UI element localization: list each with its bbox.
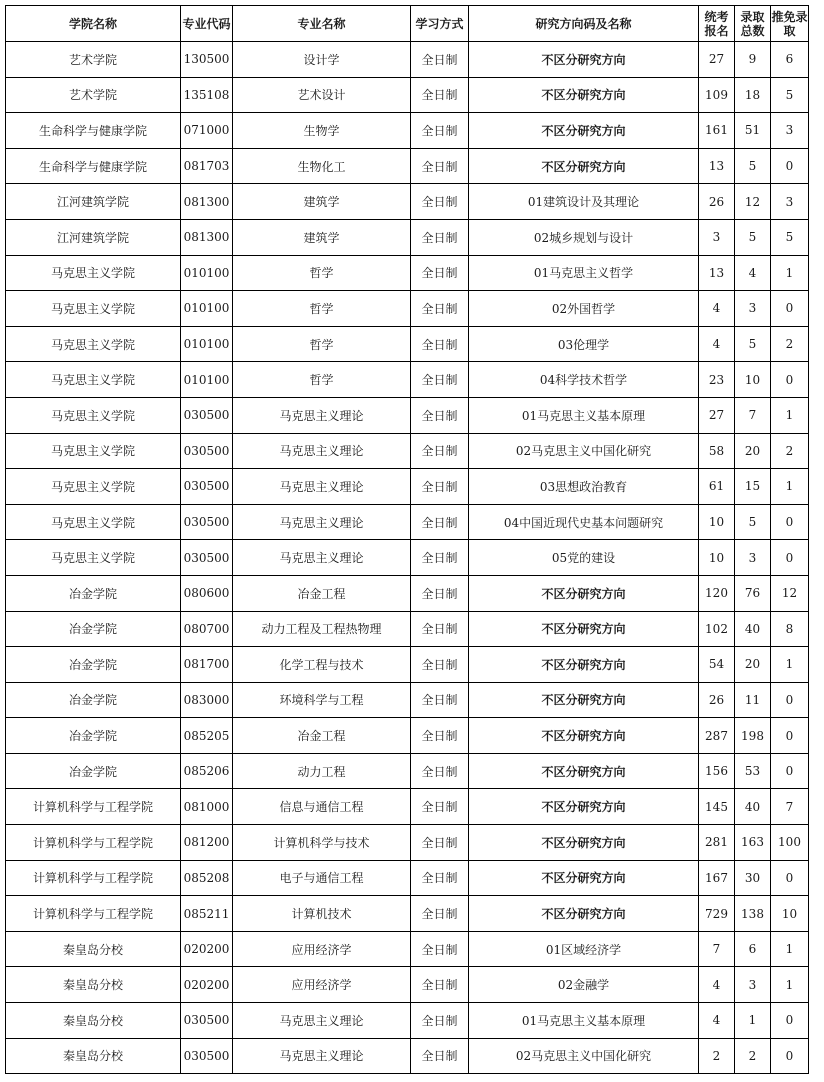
exempt-admitted-cell: 0 — [771, 682, 809, 718]
admitted-total-cell: 4 — [735, 255, 771, 291]
major-code-cell: 085211 — [181, 896, 233, 932]
applicants-cell: 3 — [699, 219, 735, 255]
table-row — [6, 860, 809, 896]
applicants-cell: 102 — [699, 611, 735, 647]
applicants-cell: 61 — [699, 469, 735, 505]
research-direction-cell: 01建筑设计及其理论 — [469, 184, 699, 220]
table-row — [6, 291, 809, 327]
admitted-total-cell: 5 — [735, 148, 771, 184]
college-cell: 计算机科学与工程学院 — [6, 896, 181, 932]
admitted-total-cell: 5 — [735, 326, 771, 362]
major-code-cell: 030500 — [181, 1003, 233, 1039]
major-code-cell: 081300 — [181, 219, 233, 255]
research-direction-cell: 不区分研究方向 — [469, 753, 699, 789]
admitted-total-cell: 53 — [735, 753, 771, 789]
exempt-admitted-cell: 3 — [771, 184, 809, 220]
college-cell: 冶金学院 — [6, 611, 181, 647]
major-code-cell: 081703 — [181, 148, 233, 184]
major-code-cell: 085206 — [181, 753, 233, 789]
exempt-admitted-cell: 10 — [771, 896, 809, 932]
major-name-cell: 哲学 — [233, 291, 411, 327]
major-name-cell: 生物学 — [233, 113, 411, 149]
study-mode-cell: 全日制 — [411, 291, 469, 327]
college-cell: 艺术学院 — [6, 42, 181, 78]
research-direction-cell: 不区分研究方向 — [469, 860, 699, 896]
admitted-total-cell: 11 — [735, 682, 771, 718]
research-direction-cell: 02马克思主义中国化研究 — [469, 1038, 699, 1074]
major-code-cell: 030500 — [181, 504, 233, 540]
admitted-total-cell: 6 — [735, 931, 771, 967]
exempt-admitted-cell: 1 — [771, 931, 809, 967]
research-direction-cell: 01马克思主义基本原理 — [469, 397, 699, 433]
major-name-cell: 马克思主义理论 — [233, 504, 411, 540]
study-mode-cell: 全日制 — [411, 113, 469, 149]
college-cell: 马克思主义学院 — [6, 397, 181, 433]
admitted-total-cell: 12 — [735, 184, 771, 220]
college-cell: 马克思主义学院 — [6, 255, 181, 291]
major-name-cell: 动力工程 — [233, 753, 411, 789]
table-row — [6, 718, 809, 754]
exempt-admitted-cell: 1 — [771, 647, 809, 683]
admitted-total-cell: 1 — [735, 1003, 771, 1039]
college-cell: 马克思主义学院 — [6, 504, 181, 540]
applicants-cell: 156 — [699, 753, 735, 789]
exempt-admitted-cell: 0 — [771, 718, 809, 754]
major-name-cell: 哲学 — [233, 362, 411, 398]
major-code-cell: 030500 — [181, 1038, 233, 1074]
applicants-cell: 27 — [699, 42, 735, 78]
exempt-admitted-cell: 2 — [771, 433, 809, 469]
col-header-applicants: 统考报名 — [699, 6, 735, 42]
table-body — [6, 42, 809, 1074]
admitted-total-cell: 10 — [735, 362, 771, 398]
admitted-total-cell: 20 — [735, 433, 771, 469]
admitted-total-cell: 40 — [735, 611, 771, 647]
college-cell: 马克思主义学院 — [6, 469, 181, 505]
study-mode-cell: 全日制 — [411, 362, 469, 398]
major-code-cell: 010100 — [181, 291, 233, 327]
col-header-major-name: 专业名称 — [233, 6, 411, 42]
research-direction-cell: 02城乡规划与设计 — [469, 219, 699, 255]
research-direction-cell: 02金融学 — [469, 967, 699, 1003]
exempt-admitted-cell: 6 — [771, 42, 809, 78]
applicants-cell: 58 — [699, 433, 735, 469]
exempt-admitted-cell: 2 — [771, 326, 809, 362]
major-code-cell: 030500 — [181, 433, 233, 469]
table-row — [6, 611, 809, 647]
table-row — [6, 184, 809, 220]
admissions-table — [5, 5, 809, 1074]
major-code-cell: 085205 — [181, 718, 233, 754]
research-direction-cell: 03思想政治教育 — [469, 469, 699, 505]
table-row — [6, 148, 809, 184]
table-row — [6, 1003, 809, 1039]
college-cell: 秦皇岛分校 — [6, 1038, 181, 1074]
major-code-cell: 071000 — [181, 113, 233, 149]
table-row — [6, 77, 809, 113]
table-row — [6, 1038, 809, 1074]
research-direction-cell: 不区分研究方向 — [469, 611, 699, 647]
applicants-cell: 26 — [699, 184, 735, 220]
admitted-total-cell: 5 — [735, 219, 771, 255]
research-direction-cell: 04科学技术哲学 — [469, 362, 699, 398]
research-direction-cell: 03伦理学 — [469, 326, 699, 362]
research-direction-cell: 不区分研究方向 — [469, 113, 699, 149]
college-cell: 冶金学院 — [6, 718, 181, 754]
admitted-total-cell: 30 — [735, 860, 771, 896]
exempt-admitted-cell: 7 — [771, 789, 809, 825]
college-cell: 计算机科学与工程学院 — [6, 825, 181, 861]
applicants-cell: 23 — [699, 362, 735, 398]
applicants-cell: 26 — [699, 682, 735, 718]
major-code-cell: 020200 — [181, 931, 233, 967]
major-code-cell: 010100 — [181, 326, 233, 362]
applicants-cell: 167 — [699, 860, 735, 896]
exempt-admitted-cell: 100 — [771, 825, 809, 861]
study-mode-cell: 全日制 — [411, 575, 469, 611]
exempt-admitted-cell: 0 — [771, 1003, 809, 1039]
admitted-total-cell: 40 — [735, 789, 771, 825]
exempt-admitted-cell: 8 — [771, 611, 809, 647]
college-cell: 冶金学院 — [6, 753, 181, 789]
research-direction-cell: 02外国哲学 — [469, 291, 699, 327]
admitted-total-cell: 15 — [735, 469, 771, 505]
major-code-cell: 080700 — [181, 611, 233, 647]
table-row — [6, 789, 809, 825]
research-direction-cell: 01马克思主义哲学 — [469, 255, 699, 291]
college-cell: 冶金学院 — [6, 575, 181, 611]
col-header-major-code: 专业代码 — [181, 6, 233, 42]
major-name-cell: 计算机科学与技术 — [233, 825, 411, 861]
exempt-admitted-cell: 0 — [771, 148, 809, 184]
major-name-cell: 哲学 — [233, 326, 411, 362]
major-code-cell: 030500 — [181, 397, 233, 433]
study-mode-cell: 全日制 — [411, 896, 469, 932]
major-code-cell: 081200 — [181, 825, 233, 861]
table-row — [6, 931, 809, 967]
major-code-cell: 020200 — [181, 967, 233, 1003]
header-row — [6, 6, 809, 42]
exempt-admitted-cell: 12 — [771, 575, 809, 611]
study-mode-cell: 全日制 — [411, 469, 469, 505]
major-code-cell: 135108 — [181, 77, 233, 113]
major-name-cell: 冶金工程 — [233, 575, 411, 611]
exempt-admitted-cell: 0 — [771, 291, 809, 327]
col-header-exempt-admitted: 推免录取 — [771, 6, 809, 42]
exempt-admitted-cell: 1 — [771, 397, 809, 433]
applicants-cell: 2 — [699, 1038, 735, 1074]
college-cell: 秦皇岛分校 — [6, 1003, 181, 1039]
major-name-cell: 电子与通信工程 — [233, 860, 411, 896]
col-header-study-mode: 学习方式 — [411, 6, 469, 42]
applicants-cell: 145 — [699, 789, 735, 825]
study-mode-cell: 全日制 — [411, 540, 469, 576]
study-mode-cell: 全日制 — [411, 255, 469, 291]
major-code-cell: 081300 — [181, 184, 233, 220]
admitted-total-cell: 138 — [735, 896, 771, 932]
research-direction-cell: 不区分研究方向 — [469, 42, 699, 78]
college-cell: 生命科学与健康学院 — [6, 113, 181, 149]
major-name-cell: 马克思主义理论 — [233, 540, 411, 576]
study-mode-cell: 全日制 — [411, 42, 469, 78]
college-cell: 江河建筑学院 — [6, 184, 181, 220]
table-row — [6, 575, 809, 611]
table-row — [6, 113, 809, 149]
admitted-total-cell: 9 — [735, 42, 771, 78]
research-direction-cell: 不区分研究方向 — [469, 789, 699, 825]
college-cell: 秦皇岛分校 — [6, 931, 181, 967]
college-cell: 马克思主义学院 — [6, 362, 181, 398]
research-direction-cell: 不区分研究方向 — [469, 575, 699, 611]
major-name-cell: 动力工程及工程热物理 — [233, 611, 411, 647]
table-row — [6, 682, 809, 718]
research-direction-cell: 不区分研究方向 — [469, 647, 699, 683]
major-name-cell: 建筑学 — [233, 184, 411, 220]
applicants-cell: 10 — [699, 504, 735, 540]
exempt-admitted-cell: 5 — [771, 219, 809, 255]
major-code-cell: 130500 — [181, 42, 233, 78]
exempt-admitted-cell: 1 — [771, 469, 809, 505]
college-cell: 马克思主义学院 — [6, 291, 181, 327]
study-mode-cell: 全日制 — [411, 825, 469, 861]
applicants-cell: 281 — [699, 825, 735, 861]
major-name-cell: 信息与通信工程 — [233, 789, 411, 825]
study-mode-cell: 全日制 — [411, 967, 469, 1003]
table-row — [6, 326, 809, 362]
applicants-cell: 4 — [699, 967, 735, 1003]
major-name-cell: 化学工程与技术 — [233, 647, 411, 683]
major-name-cell: 应用经济学 — [233, 931, 411, 967]
major-code-cell: 083000 — [181, 682, 233, 718]
applicants-cell: 287 — [699, 718, 735, 754]
admitted-total-cell: 3 — [735, 540, 771, 576]
study-mode-cell: 全日制 — [411, 77, 469, 113]
study-mode-cell: 全日制 — [411, 1003, 469, 1039]
major-code-cell: 030500 — [181, 540, 233, 576]
applicants-cell: 4 — [699, 326, 735, 362]
table-row — [6, 397, 809, 433]
research-direction-cell: 01马克思主义基本原理 — [469, 1003, 699, 1039]
applicants-cell: 13 — [699, 255, 735, 291]
exempt-admitted-cell: 1 — [771, 967, 809, 1003]
major-name-cell: 冶金工程 — [233, 718, 411, 754]
table-row — [6, 825, 809, 861]
exempt-admitted-cell: 0 — [771, 753, 809, 789]
applicants-cell: 161 — [699, 113, 735, 149]
study-mode-cell: 全日制 — [411, 718, 469, 754]
major-name-cell: 设计学 — [233, 42, 411, 78]
major-name-cell: 马克思主义理论 — [233, 1038, 411, 1074]
major-name-cell: 马克思主义理论 — [233, 1003, 411, 1039]
table-row — [6, 540, 809, 576]
table-row — [6, 469, 809, 505]
college-cell: 江河建筑学院 — [6, 219, 181, 255]
exempt-admitted-cell: 5 — [771, 77, 809, 113]
admitted-total-cell: 3 — [735, 967, 771, 1003]
major-code-cell: 030500 — [181, 469, 233, 505]
research-direction-cell: 不区分研究方向 — [469, 148, 699, 184]
table-row — [6, 967, 809, 1003]
study-mode-cell: 全日制 — [411, 184, 469, 220]
college-cell: 冶金学院 — [6, 647, 181, 683]
applicants-cell: 120 — [699, 575, 735, 611]
table-row — [6, 255, 809, 291]
major-code-cell: 010100 — [181, 362, 233, 398]
college-cell: 计算机科学与工程学院 — [6, 789, 181, 825]
research-direction-cell: 不区分研究方向 — [469, 718, 699, 754]
research-direction-cell: 01区域经济学 — [469, 931, 699, 967]
college-cell: 冶金学院 — [6, 682, 181, 718]
study-mode-cell: 全日制 — [411, 326, 469, 362]
admitted-total-cell: 2 — [735, 1038, 771, 1074]
table-row — [6, 362, 809, 398]
study-mode-cell: 全日制 — [411, 219, 469, 255]
major-name-cell: 马克思主义理论 — [233, 397, 411, 433]
applicants-cell: 10 — [699, 540, 735, 576]
study-mode-cell: 全日制 — [411, 1038, 469, 1074]
study-mode-cell: 全日制 — [411, 753, 469, 789]
table-row — [6, 896, 809, 932]
college-cell: 马克思主义学院 — [6, 540, 181, 576]
exempt-admitted-cell: 0 — [771, 540, 809, 576]
applicants-cell: 13 — [699, 148, 735, 184]
admitted-total-cell: 51 — [735, 113, 771, 149]
col-header-college: 学院名称 — [6, 6, 181, 42]
college-cell: 计算机科学与工程学院 — [6, 860, 181, 896]
exempt-admitted-cell: 0 — [771, 860, 809, 896]
research-direction-cell: 04中国近现代史基本问题研究 — [469, 504, 699, 540]
major-name-cell: 应用经济学 — [233, 967, 411, 1003]
study-mode-cell: 全日制 — [411, 397, 469, 433]
study-mode-cell: 全日制 — [411, 860, 469, 896]
major-code-cell: 081700 — [181, 647, 233, 683]
admitted-total-cell: 7 — [735, 397, 771, 433]
study-mode-cell: 全日制 — [411, 433, 469, 469]
exempt-admitted-cell: 3 — [771, 113, 809, 149]
college-cell: 秦皇岛分校 — [6, 967, 181, 1003]
exempt-admitted-cell: 1 — [771, 255, 809, 291]
research-direction-cell: 不区分研究方向 — [469, 682, 699, 718]
major-name-cell: 计算机技术 — [233, 896, 411, 932]
study-mode-cell: 全日制 — [411, 789, 469, 825]
col-header-research-direction: 研究方向码及名称 — [469, 6, 699, 42]
applicants-cell: 7 — [699, 931, 735, 967]
exempt-admitted-cell: 0 — [771, 504, 809, 540]
exempt-admitted-cell: 0 — [771, 1038, 809, 1074]
table-row — [6, 42, 809, 78]
research-direction-cell: 02马克思主义中国化研究 — [469, 433, 699, 469]
table-row — [6, 433, 809, 469]
college-cell: 马克思主义学院 — [6, 326, 181, 362]
study-mode-cell: 全日制 — [411, 682, 469, 718]
study-mode-cell: 全日制 — [411, 931, 469, 967]
major-name-cell: 艺术设计 — [233, 77, 411, 113]
major-name-cell: 生物化工 — [233, 148, 411, 184]
major-name-cell: 马克思主义理论 — [233, 433, 411, 469]
applicants-cell: 109 — [699, 77, 735, 113]
admitted-total-cell: 5 — [735, 504, 771, 540]
admitted-total-cell: 18 — [735, 77, 771, 113]
major-code-cell: 010100 — [181, 255, 233, 291]
research-direction-cell: 05党的建设 — [469, 540, 699, 576]
admitted-total-cell: 198 — [735, 718, 771, 754]
study-mode-cell: 全日制 — [411, 504, 469, 540]
exempt-admitted-cell: 0 — [771, 362, 809, 398]
research-direction-cell: 不区分研究方向 — [469, 77, 699, 113]
admitted-total-cell: 163 — [735, 825, 771, 861]
col-header-admitted-total: 录取总数 — [735, 6, 771, 42]
major-name-cell: 哲学 — [233, 255, 411, 291]
applicants-cell: 729 — [699, 896, 735, 932]
table-row — [6, 647, 809, 683]
table-row — [6, 504, 809, 540]
major-name-cell: 环境科学与工程 — [233, 682, 411, 718]
applicants-cell: 27 — [699, 397, 735, 433]
study-mode-cell: 全日制 — [411, 148, 469, 184]
major-name-cell: 马克思主义理论 — [233, 469, 411, 505]
applicants-cell: 4 — [699, 1003, 735, 1039]
applicants-cell: 54 — [699, 647, 735, 683]
college-cell: 艺术学院 — [6, 77, 181, 113]
admitted-total-cell: 76 — [735, 575, 771, 611]
college-cell: 马克思主义学院 — [6, 433, 181, 469]
table-row — [6, 219, 809, 255]
research-direction-cell: 不区分研究方向 — [469, 825, 699, 861]
admitted-total-cell: 20 — [735, 647, 771, 683]
study-mode-cell: 全日制 — [411, 647, 469, 683]
major-name-cell: 建筑学 — [233, 219, 411, 255]
admitted-total-cell: 3 — [735, 291, 771, 327]
major-code-cell: 085208 — [181, 860, 233, 896]
study-mode-cell: 全日制 — [411, 611, 469, 647]
applicants-cell: 4 — [699, 291, 735, 327]
major-code-cell: 080600 — [181, 575, 233, 611]
research-direction-cell: 不区分研究方向 — [469, 896, 699, 932]
major-code-cell: 081000 — [181, 789, 233, 825]
college-cell: 生命科学与健康学院 — [6, 148, 181, 184]
table-row — [6, 753, 809, 789]
